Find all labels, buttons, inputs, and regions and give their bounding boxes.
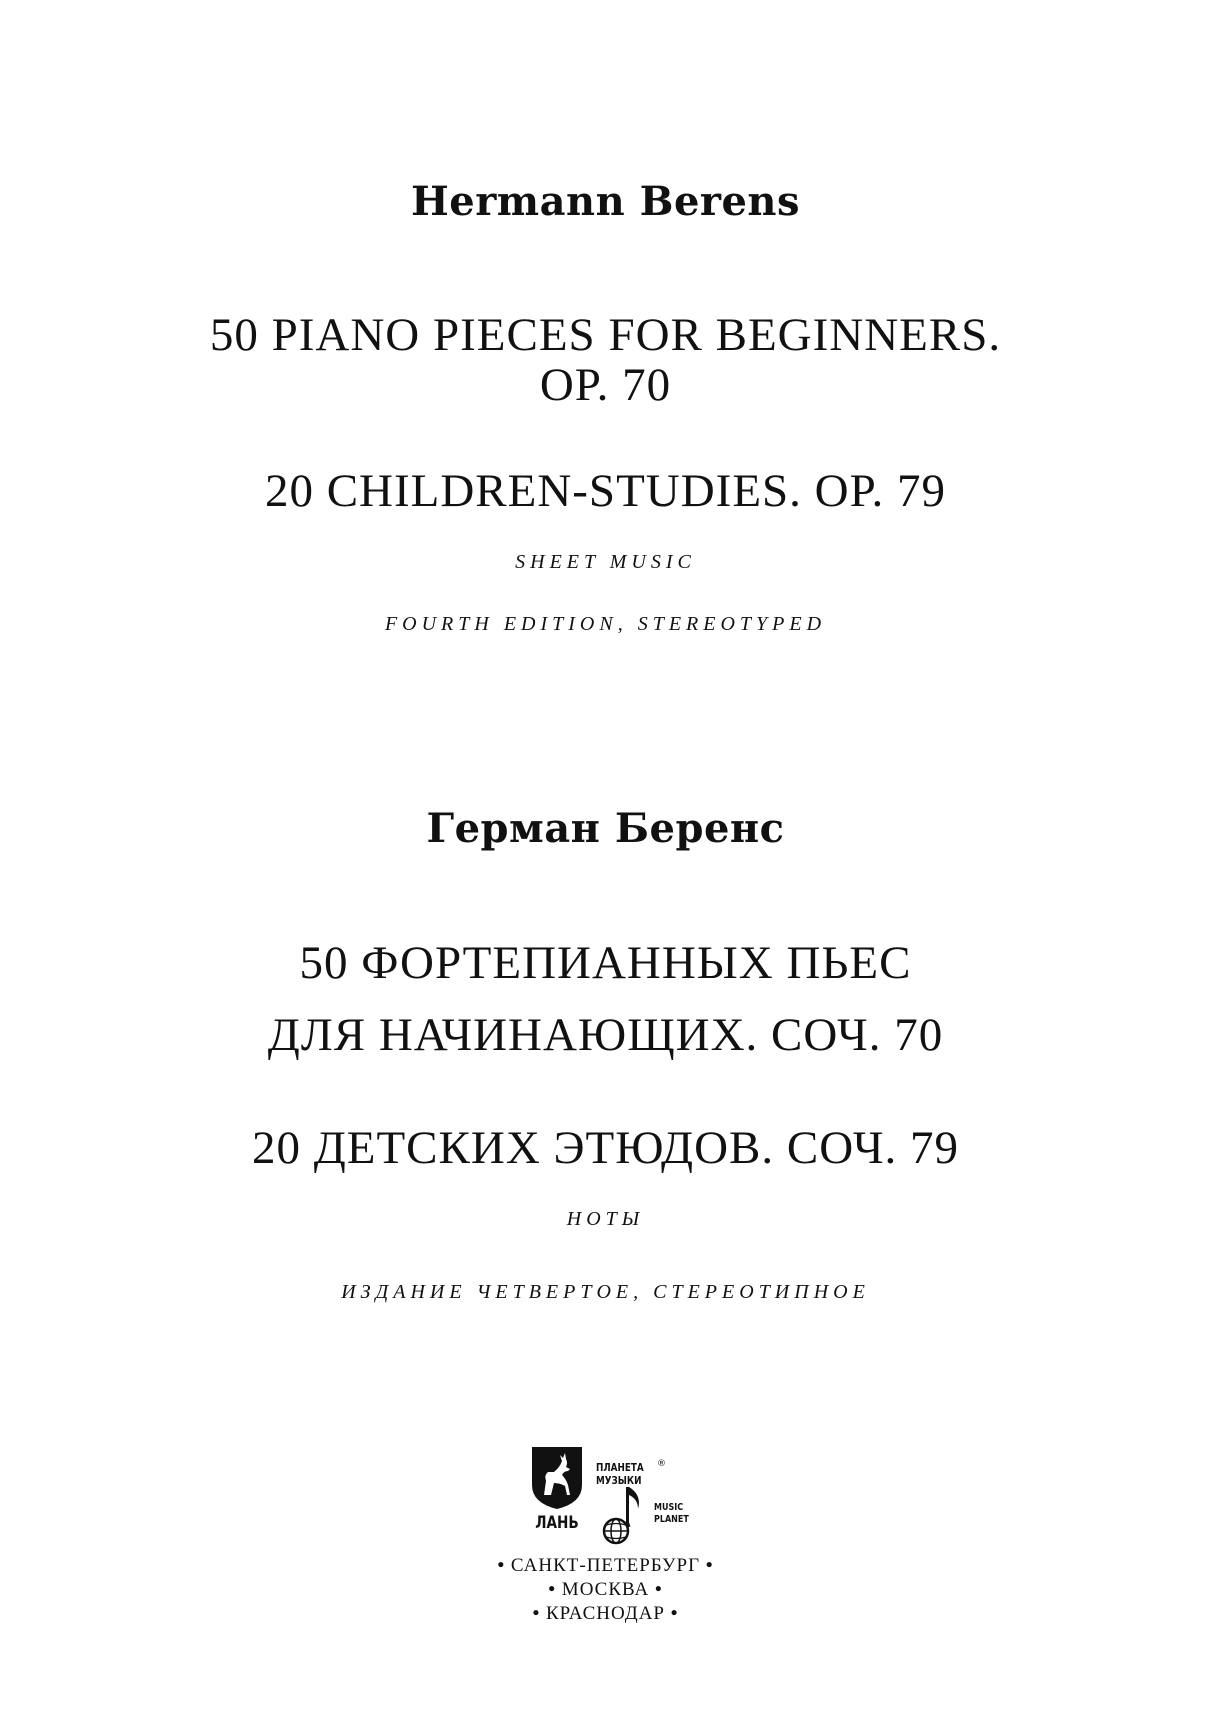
separator-dot: • [705, 1555, 714, 1576]
separator-dot: • [497, 1555, 506, 1576]
lan-logo-text: ЛАНЬ [535, 1513, 579, 1533]
title2-ru: 20 ДЕТСКИХ ЭТЮДОВ. СОЧ. 79 [251, 1122, 960, 1174]
publisher-block [0, 1445, 1211, 1624]
edition-ru: ИЗДАНИЕ ЧЕТВЕРТОЕ, СТЕРЕОТИПНОЕ [341, 1281, 870, 1303]
music-planet-logo [594, 1459, 689, 1551]
city-krasnodar: КРАСНОДАР [545, 1603, 665, 1624]
planet-en-line1: MUSIC [654, 1502, 684, 1513]
separator-dot: • [670, 1603, 679, 1624]
genre-en: SHEET MUSIC [515, 551, 696, 573]
title2-en: 20 CHILDREN-STUDIES. OP. 79 [264, 465, 947, 517]
author-en: Hermann Berens [410, 178, 801, 225]
title-ru-line2: ДЛЯ НАЧИНАЮЩИХ. СОЧ. 70 [267, 1009, 944, 1061]
separator-dot: • [548, 1579, 557, 1600]
city-moscow: МОСКВА [561, 1579, 650, 1600]
city-line-1 [0, 1554, 1211, 1578]
planet-en-line2: PLANET [654, 1514, 689, 1525]
city-spb: САНКТ-ПЕТЕРБУРГ [510, 1555, 701, 1576]
author-ru: Герман Беренс [426, 805, 785, 852]
planet-ru-line2: МУЗЫКИ [596, 1474, 642, 1487]
title-en-line1: 50 PIANO PIECES FOR BEGINNERS. [209, 309, 1002, 361]
separator-dot: • [532, 1603, 541, 1624]
title-ru-line1: 50 ФОРТЕПИАННЫХ ПЬЕС [299, 937, 912, 989]
separator-dot: • [654, 1579, 663, 1600]
music-planet-en-text [654, 1502, 689, 1526]
edition-en: FOURTH EDITION, STEREOTYPED [384, 613, 827, 635]
planet-ru-line1: ПЛАНЕТА [596, 1461, 644, 1474]
registered-mark: ® [657, 1459, 666, 1469]
deer-shield-icon [530, 1445, 584, 1511]
music-planet-ru-text [596, 1461, 644, 1487]
lan-logo [527, 1445, 587, 1555]
city-line-3 [0, 1602, 1211, 1626]
title-en-line2: OP. 70 [539, 359, 672, 411]
city-line-2 [0, 1578, 1211, 1602]
genre-ru: НОТЫ [566, 1208, 645, 1230]
